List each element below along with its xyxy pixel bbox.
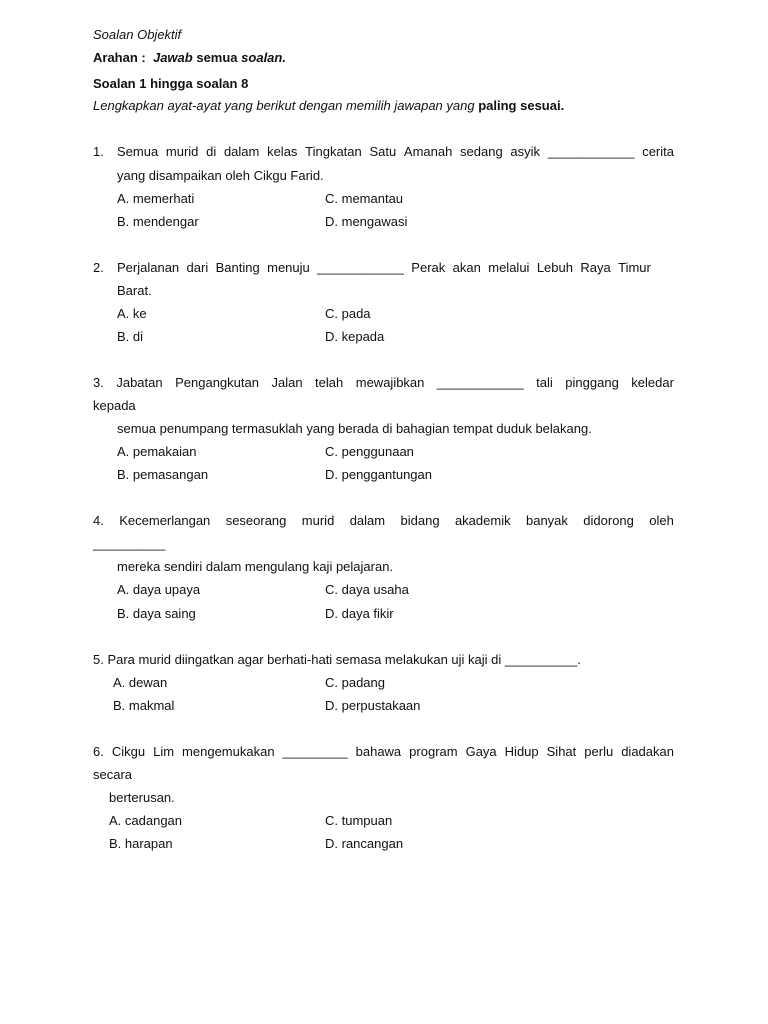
q1-stem-line1	[117, 144, 674, 160]
q4-stem-line1	[93, 513, 674, 529]
q2-stem-line1	[117, 260, 651, 276]
q1-word: murid	[165, 144, 199, 159]
q6-stem-line1	[93, 744, 674, 760]
arahan-soalan: soalan.	[241, 50, 286, 65]
q3-word: Jalan	[271, 375, 303, 390]
q1-number: 1.	[93, 144, 104, 159]
q1-option-b[interactable]: B. mendengar	[117, 214, 199, 229]
q3-word: ____________	[436, 375, 524, 390]
q2-word: Perjalanan	[117, 260, 180, 275]
q4-word: seseorang	[225, 513, 287, 528]
q6-word: bahawa	[355, 744, 402, 759]
q1-word: dalam	[223, 144, 260, 159]
q3-word: pinggang	[565, 375, 619, 390]
q2-option-d[interactable]: D. kepada	[325, 329, 385, 344]
q2-number: 2.	[93, 260, 104, 275]
instruction-lead: Lengkapkan ayat-ayat yang berikut dengan memilih jawapan yang	[93, 98, 475, 113]
q2-word: Lebuh	[536, 260, 573, 275]
q2-option-c[interactable]: C. pada	[325, 306, 371, 321]
q1-word: Satu	[369, 144, 397, 159]
q4-option-d[interactable]: D. daya fikir	[325, 606, 394, 621]
q1-word: kelas	[267, 144, 298, 159]
q6-stem-line2: secara	[93, 767, 133, 782]
q1-word: asyik	[510, 144, 541, 159]
question-range: Soalan 1 hingga soalan 8	[93, 76, 249, 91]
q1-word: Semua	[117, 144, 159, 159]
q3-option-b[interactable]: B. pemasangan	[117, 467, 209, 482]
arahan-label: Arahan :	[93, 50, 146, 65]
instruction-text	[93, 98, 564, 114]
q6-word: perlu	[584, 744, 614, 759]
q3-option-d[interactable]: D. penggantungan	[325, 467, 432, 482]
q4-word: didorong	[583, 513, 634, 528]
q2-word: dari	[186, 260, 209, 275]
q5-option-c[interactable]: C. padang	[325, 675, 385, 690]
q3-stem-line2: kepada	[93, 398, 136, 413]
q2-word: akan	[452, 260, 481, 275]
q2-word: Perak	[411, 260, 446, 275]
q4-option-b[interactable]: B. daya saing	[117, 606, 196, 621]
q1-option-c[interactable]: C. memantau	[325, 191, 404, 206]
q5-option-b[interactable]: B. makmal	[113, 698, 175, 713]
q4-word: Kecemerlangan	[119, 513, 211, 528]
q1-stem-line2: yang disampaikan oleh Cikgu Farid.	[117, 168, 324, 183]
q2-word: Timur	[618, 260, 651, 275]
arahan-jawab: Jawab	[152, 50, 193, 65]
q3-word: telah	[315, 375, 344, 390]
section-title: Soalan Objektif	[93, 27, 182, 42]
instruction-line	[93, 50, 286, 66]
q1-option-a[interactable]: A. memerhati	[117, 191, 195, 206]
q6-word: diadakan	[621, 744, 674, 759]
q4-word: banyak	[525, 513, 568, 528]
q4-stem-line3: mereka sendiri dalam mengulang kaji pelajaran.	[117, 559, 394, 574]
q6-word: _________	[282, 744, 348, 759]
q6-option-c[interactable]: C. tumpuan	[325, 813, 393, 828]
q6-stem-line3: berterusan.	[109, 790, 175, 805]
q6-word: Lim	[153, 744, 175, 759]
q3-option-c[interactable]: C. penggunaan	[325, 444, 414, 459]
q2-option-a[interactable]: A. ke	[117, 306, 147, 321]
q6-word: Hidup	[504, 744, 539, 759]
q6-option-b[interactable]: B. harapan	[109, 836, 173, 851]
q3-word: Jabatan	[116, 375, 163, 390]
q4-word: bidang	[400, 513, 440, 528]
q4-option-a[interactable]: A. daya upaya	[117, 582, 201, 597]
q6-word: 6.	[93, 744, 104, 759]
q6-option-a[interactable]: A. cadangan	[109, 813, 183, 828]
q2-word: Banting	[215, 260, 260, 275]
q5-option-d[interactable]: D. perpustakaan	[325, 698, 421, 713]
q6-word: program	[409, 744, 458, 759]
q6-word: Cikgu	[111, 744, 146, 759]
q5-option-a[interactable]: A. dewan	[113, 675, 168, 690]
q6-word: Sihat	[546, 744, 577, 759]
q3-word: keledar	[631, 375, 674, 390]
q4-word: murid	[301, 513, 335, 528]
q1-word: Amanah	[403, 144, 453, 159]
q2-option-b[interactable]: B. di	[117, 329, 144, 344]
arahan-semua: semua	[196, 50, 238, 65]
q4-word: dalam	[349, 513, 386, 528]
q6-word: Gaya	[465, 744, 497, 759]
q2-word: ____________	[317, 260, 404, 275]
q1-option-d[interactable]: D. mengawasi	[325, 214, 408, 229]
q1-word: Tingkatan	[305, 144, 362, 159]
q4-stem-line2: __________	[93, 536, 166, 551]
q2-word: Raya	[580, 260, 611, 275]
q2-word: menuju	[267, 260, 310, 275]
q3-word: Pengangkutan	[175, 375, 259, 390]
q1-word: cerita	[642, 144, 674, 159]
q1-word: ____________	[547, 144, 635, 159]
q2-word: melalui	[488, 260, 530, 275]
q4-option-c[interactable]: C. daya usaha	[325, 582, 409, 597]
q3-word: tali	[536, 375, 553, 390]
q5-stem-line1: 5. Para murid diingatkan agar berhati-hati semasa melakukan uji kaji di __________.	[93, 652, 581, 667]
q1-word: di	[206, 144, 217, 159]
q3-word: 3.	[93, 375, 104, 390]
q3-word: mewajibkan	[355, 375, 425, 390]
q6-option-d[interactable]: D. rancangan	[325, 836, 404, 851]
q3-option-a[interactable]: A. pemakaian	[117, 444, 197, 459]
instruction-emphasis: paling sesuai.	[478, 98, 565, 113]
q4-word: akademik	[454, 513, 511, 528]
q4-word: 4.	[93, 513, 104, 528]
q1-word: sedang	[460, 144, 503, 159]
q4-word: oleh	[649, 513, 674, 528]
q3-stem-line3: semua penumpang termasuklah yang berada di bahagian tempat duduk belakang.	[117, 421, 592, 436]
q6-word: mengemukakan	[182, 744, 275, 759]
q2-stem-line2: Barat.	[117, 283, 152, 298]
q3-stem-line1	[93, 375, 674, 391]
